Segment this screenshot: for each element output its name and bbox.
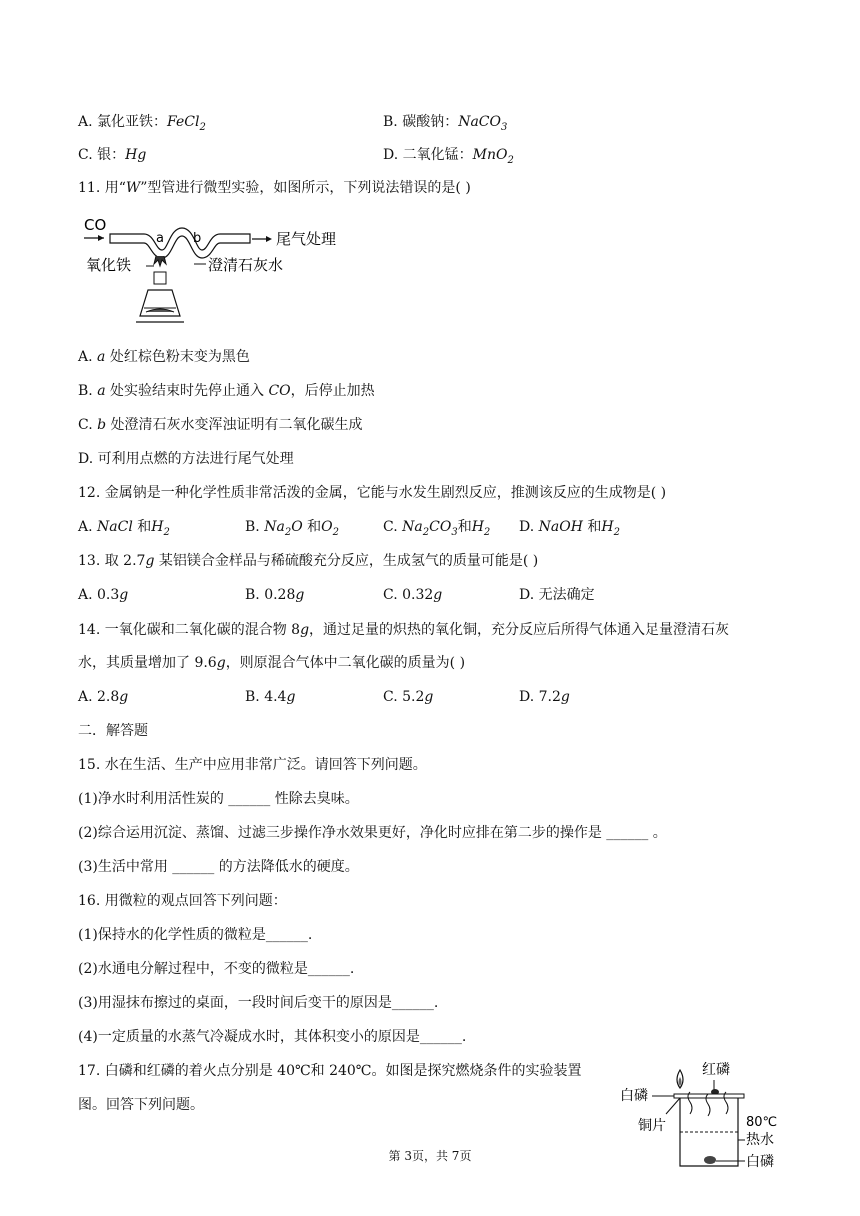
- w-tube-figure: [82, 212, 352, 332]
- answer-blank: ______: [307, 961, 350, 977]
- fig-limewater-label: 澄清石灰水: [208, 256, 284, 274]
- q10-option-d: D. 二氧化锰：MnO$_2$: [383, 147, 514, 166]
- q15-part2: (2)综合运用沉淀、蒸馏、过滤三步操作净水效果更好，净化时应排在第二步的操作是 ______ 。: [78, 825, 667, 841]
- fig-copper-plate-label: 铜片: [638, 1118, 666, 1134]
- q10-option-b: B. 碳酸钠：NaCO$_3$: [383, 114, 508, 133]
- fig-white-phosphorus-bottom-label: 白磷: [746, 1154, 774, 1170]
- q13-option-a: A. 0.3g: [78, 587, 129, 603]
- q10-option-a: A. 氯化亚铁：FeCl$_2$: [78, 114, 206, 133]
- q16-part4: (4)一定质量的水蒸气冷凝成水时，其体积变小的原因是______.: [78, 1029, 467, 1045]
- q16-part1: (1)保持水的化学性质的微粒是______.: [78, 927, 313, 943]
- section-heading: 二．解答题: [78, 723, 148, 739]
- q11-option-d: D. 可利用点燃的方法进行尾气处理: [78, 451, 294, 467]
- q17-stem-line1: 17. 白磷和红磷的着火点分别是 40℃和 240℃。如图是探究燃烧条件的实验装置: [78, 1063, 582, 1079]
- q16-part3: (3)用湿抹布擦过的桌面，一段时间后变干的原因是______.: [78, 995, 439, 1011]
- q11-option-a: A. a 处红棕色粉末变为黑色: [78, 349, 250, 365]
- q11-stem: 11. 用“W”型管进行微型实验，如图所示，下列说法错误的是( ): [78, 180, 471, 196]
- answer-blank: ______: [228, 791, 271, 807]
- answer-blank: ______: [419, 1029, 462, 1045]
- q14-stem-line1: 14. 一氧化碳和二氧化碳的混合物 8g，通过足量的炽热的氧化铜，充分反应后所得气体通入足量澄清石灰: [78, 622, 730, 638]
- q13-option-d: D. 无法确定: [519, 587, 595, 603]
- q10-option-c: C. 银：Hg: [78, 147, 147, 163]
- q15-stem: 15. 水在生活、生产中应用非常广泛。请回答下列问题。: [78, 757, 427, 773]
- fig-hot-water-label: 热水: [746, 1132, 774, 1148]
- q14-option-b: B. 4.4g: [245, 689, 296, 705]
- q15-part1: (1)净水时利用活性炭的 ______ 性除去臭味。: [78, 791, 359, 807]
- q16-part2: (2)水通电分解过程中，不变的微粒是______.: [78, 961, 355, 977]
- q16-stem: 16. 用微粒的观点回答下列问题：: [78, 893, 287, 909]
- fig-label-a: a: [156, 231, 164, 246]
- answer-blank: ______: [606, 825, 649, 841]
- q11-option-b: B. a 处实验结束时先停止通入 CO，后停止加热: [78, 383, 375, 399]
- q12-option-d: D. NaOH 和$H_2$: [519, 519, 620, 538]
- fig-tail-gas-label: 尾气处理: [276, 230, 337, 248]
- q13-option-b: B. 0.28g: [245, 587, 305, 603]
- answer-blank: ______: [172, 859, 215, 875]
- q14-option-a: A. 2.8g: [78, 689, 129, 705]
- q12-option-b: B. $Na_2O$ 和$O_2$: [245, 519, 339, 538]
- q15-part3: (3)生活中常用 ______ 的方法降低水的硬度。: [78, 859, 359, 875]
- fig-label-b: b: [193, 231, 202, 246]
- q12-stem: 12. 金属钠是一种化学性质非常活泼的金属，它能与水发生剧烈反应，推测该反应的生成物是( ): [78, 485, 667, 501]
- fig-white-phosphorus-label: 白磷: [620, 1088, 648, 1104]
- fig-temperature-label: 80℃: [746, 1115, 778, 1130]
- fig-red-phosphorus-label: 红磷: [702, 1062, 730, 1078]
- q13-stem: 13. 取 2.7g 某铝镁合金样品与稀硫酸充分反应，生成氢气的质量可能是( ): [78, 553, 539, 569]
- q14-stem-line2: 水，其质量增加了 9.6g，则原混合气体中二氧化碳的质量为( ): [78, 655, 466, 671]
- q14-option-c: C. 5.2g: [383, 689, 434, 705]
- q11-option-c: C. b 处澄清石灰水变浑浊证明有二氧化碳生成: [78, 417, 363, 433]
- page-footer: 第 3页，共 7页: [388, 1149, 472, 1163]
- fig-co-label: CO: [84, 216, 107, 234]
- q17-stem-line2: 图。回答下列问题。: [78, 1097, 204, 1113]
- q12-option-a: A. NaCl 和$H_2$: [78, 519, 170, 538]
- answer-blank: ______: [265, 927, 308, 943]
- q14-option-d: D. 7.2g: [519, 689, 570, 705]
- q12-option-c: C. $Na_2CO_3$和$H_2$: [383, 519, 491, 538]
- fig-iron-oxide-label: 氧化铁: [86, 256, 132, 274]
- q13-option-c: C. 0.32g: [383, 587, 443, 603]
- answer-blank: ______: [391, 995, 434, 1011]
